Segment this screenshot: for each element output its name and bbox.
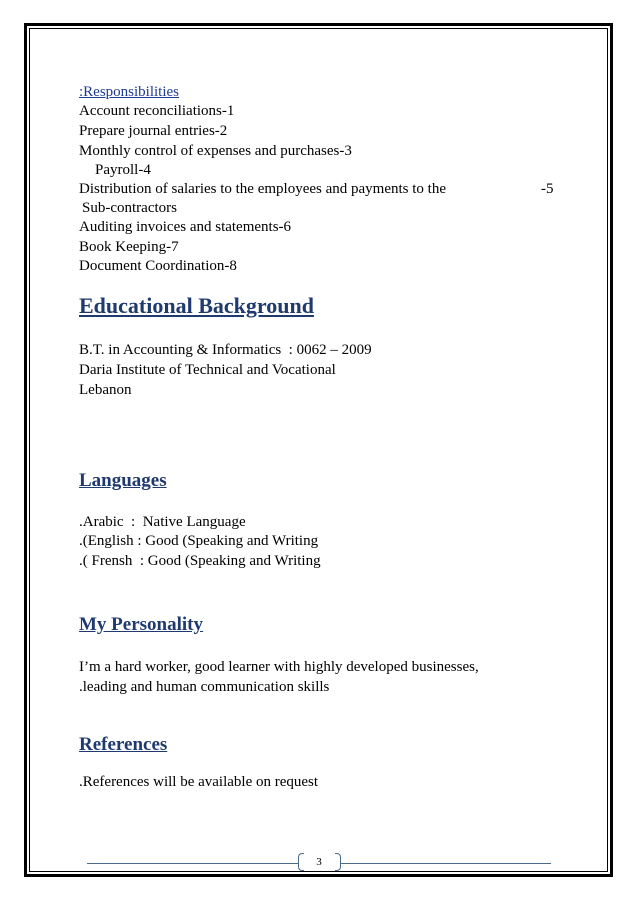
personality-line: .leading and human communication skills	[79, 679, 330, 695]
education-line: B.T. in Accounting & Informatics : 0062 – 2009	[79, 342, 372, 358]
responsibility-item: Document Coordination-8	[79, 258, 237, 274]
language-line: .(English : Good (Speaking and Writing	[79, 533, 319, 549]
responsibility-item: Distribution of salaries to the employees and payments to the	[79, 181, 447, 197]
responsibility-item: Book Keeping-7	[79, 239, 179, 255]
personality-line: I’m a hard worker, good learner with highly developed businesses,	[79, 659, 479, 675]
languages-heading: Languages	[79, 470, 167, 491]
responsibility-item: Auditing invoices and statements-6	[79, 219, 292, 235]
responsibility-item: Payroll-4	[95, 162, 151, 178]
responsibility-item-continuation: Sub-contractors	[82, 200, 177, 216]
responsibility-item-number: -5	[541, 181, 554, 197]
references-heading: References	[79, 734, 168, 755]
footer-rule-right	[340, 863, 551, 864]
footer-rule-left	[87, 863, 299, 864]
language-line: .( Frensh : Good (Speaking and Writing	[79, 553, 321, 569]
personality-heading: My Personality	[79, 614, 204, 635]
responsibilities-heading: :Responsibilities	[79, 84, 180, 100]
education-heading: Educational Background	[79, 293, 314, 318]
education-line: Lebanon	[79, 382, 132, 398]
responsibility-item: Prepare journal entries-2	[79, 123, 228, 139]
responsibility-item: Monthly control of expenses and purchases-3	[79, 143, 352, 159]
language-line: .Arabic : Native Language	[79, 514, 246, 530]
references-text: .References will be available on request	[79, 774, 319, 790]
education-line: Daria Institute of Technical and Vocational	[79, 362, 336, 378]
footer-bracket-right-icon	[335, 853, 341, 871]
responsibility-item: Account reconciliations-1	[79, 103, 235, 119]
page-number: 3	[316, 856, 322, 868]
footer-bracket-left-icon	[298, 853, 304, 871]
